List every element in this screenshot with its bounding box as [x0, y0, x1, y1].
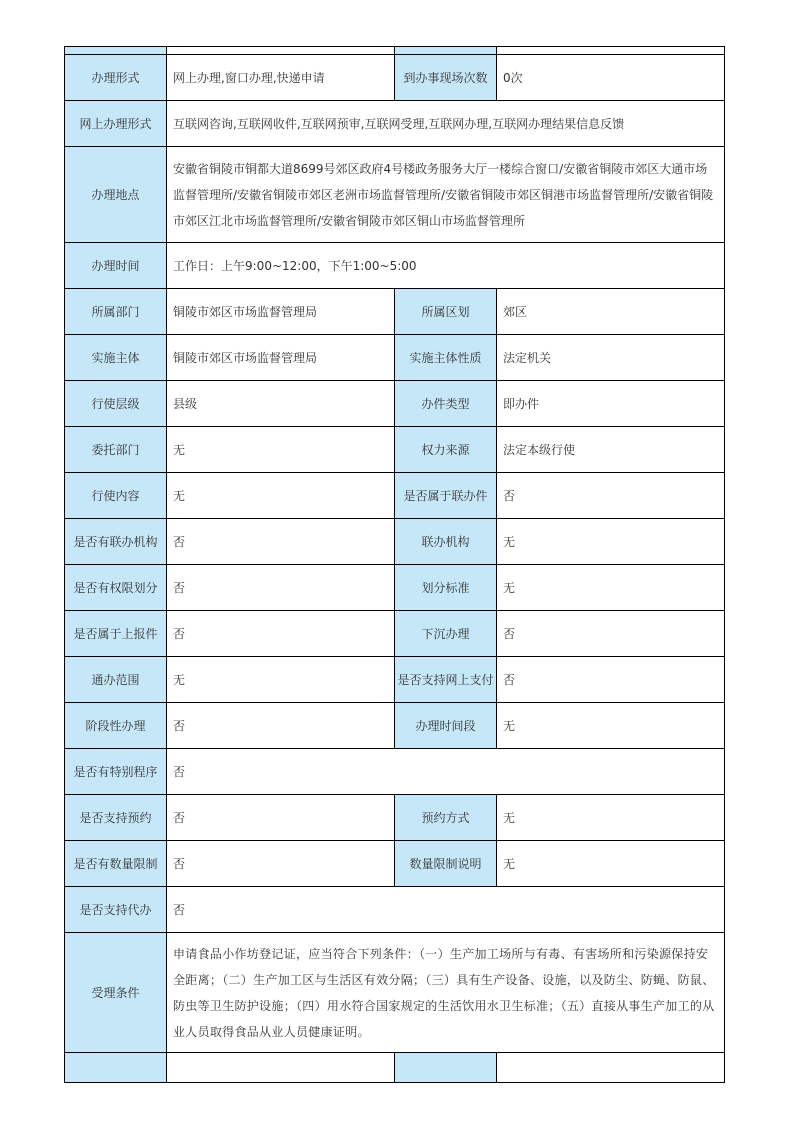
- table-row: [65, 473, 725, 519]
- label-acceptance-conditions: 受理条件: [65, 933, 167, 1053]
- label-limit-description: 数量限制说明: [395, 841, 497, 887]
- label-has-joint-agency: 是否有联办机构: [65, 519, 167, 565]
- label-has-authority-division: 是否有权限划分: [65, 565, 167, 611]
- label-department: 所属部门: [65, 289, 167, 335]
- value-supports-booking: 否: [167, 795, 395, 841]
- table-row: [65, 519, 725, 565]
- table-row: [65, 657, 725, 703]
- value-onsite-visits: 0次: [497, 55, 725, 101]
- table-row: [65, 887, 725, 933]
- label-agent-handling: 是否支持代办: [65, 887, 167, 933]
- value-department: 铜陵市郊区市场监督管理局: [167, 289, 395, 335]
- label-online-form: 网上办理形式: [65, 101, 167, 147]
- value-acceptance-conditions: 申请食品小作坊登记证，应当符合下列条件：（一）生产加工场所与有毒、有害场所和污染源保持安全距离；（二）生产加工区与生活区有效分隔；（三）具有生产设备、设施，以及防尘、防蝇、防鼠、防虫等卫生防护设施；（四）用水符合国家规定的生活饮用水卫生标准；（五）直接从事生产加工的从业人员取得食品从业人员健康证明。: [167, 933, 725, 1053]
- label-entrusted-dept: 委托部门: [65, 427, 167, 473]
- table-row: [65, 703, 725, 749]
- value-quantity-limit: 否: [167, 841, 395, 887]
- label-exercise-content: 行使内容: [65, 473, 167, 519]
- label-cell-empty: [395, 47, 497, 55]
- label-cell-empty: [65, 1053, 167, 1083]
- label-cell-empty: [395, 1053, 497, 1083]
- value-region: 郊区: [497, 289, 725, 335]
- value-joint-agency: 无: [497, 519, 725, 565]
- value-joint-case: 否: [497, 473, 725, 519]
- table-row: [65, 55, 725, 101]
- value-exercise-content: 无: [167, 473, 395, 519]
- label-body-nature: 实施主体性质: [395, 335, 497, 381]
- value-level: 县级: [167, 381, 395, 427]
- label-office-hours: 办理时间: [65, 243, 167, 289]
- label-universal-scope: 通办范围: [65, 657, 167, 703]
- value-online-payment: 否: [497, 657, 725, 703]
- label-special-procedure: 是否有特别程序: [65, 749, 167, 795]
- label-implementing-body: 实施主体: [65, 335, 167, 381]
- label-location: 办理地点: [65, 147, 167, 243]
- label-reported-case: 是否属于上报件: [65, 611, 167, 657]
- label-time-slot: 办理时间段: [395, 703, 497, 749]
- label-online-payment: 是否支持网上支付: [395, 657, 497, 703]
- value-body-nature: 法定机关: [497, 335, 725, 381]
- table-row: [65, 427, 725, 473]
- label-sink-handling: 下沉办理: [395, 611, 497, 657]
- label-joint-case: 是否属于联办件: [395, 473, 497, 519]
- value-universal-scope: 无: [167, 657, 395, 703]
- label-booking-method: 预约方式: [395, 795, 497, 841]
- value-location: 安徽省铜陵市铜都大道8699号郊区政府4号楼政务服务大厅一楼综合窗口/安徽省铜陵市郊区大通市场监督管理所/安徽省铜陵市郊区老洲市场监督管理所/安徽省铜陵市郊区铜港市场监督管理所/安徽省铜陵市郊区江北市场监督管理所/安徽省铜陵市郊区铜山市场监督管理所: [167, 147, 725, 243]
- label-onsite-visits: 到办事现场次数: [395, 55, 497, 101]
- label-region: 所属区划: [395, 289, 497, 335]
- value-implementing-body: 铜陵市郊区市场监督管理局: [167, 335, 395, 381]
- label-cell-empty: [65, 47, 167, 55]
- table-row: [65, 101, 725, 147]
- value-special-procedure: 否: [167, 749, 725, 795]
- value-online-form: 互联网咨询,互联网收件,互联网预审,互联网受理,互联网办理,互联网办理结果信息反馈: [167, 101, 725, 147]
- table-row: [65, 841, 725, 887]
- value-office-hours: 工作日：上午9:00~12:00，下午1:00~5:00: [167, 243, 725, 289]
- value-agent-handling: 否: [167, 887, 725, 933]
- value-division-standard: 无: [497, 565, 725, 611]
- table-row: [65, 795, 725, 841]
- value-booking-method: 无: [497, 795, 725, 841]
- value-entrusted-dept: 无: [167, 427, 395, 473]
- table-row: [65, 243, 725, 289]
- label-supports-booking: 是否支持预约: [65, 795, 167, 841]
- label-phased-handling: 阶段性办理: [65, 703, 167, 749]
- value-limit-description: 无: [497, 841, 725, 887]
- table-row: [65, 335, 725, 381]
- value-time-slot: 无: [497, 703, 725, 749]
- table-row: [65, 749, 725, 795]
- table-row: [65, 565, 725, 611]
- value-has-authority-division: 否: [167, 565, 395, 611]
- label-joint-agency: 联办机构: [395, 519, 497, 565]
- table-row: [65, 933, 725, 1053]
- value-cell-empty: [167, 1053, 395, 1083]
- value-handling-form: 网上办理,窗口办理,快递申请: [167, 55, 395, 101]
- label-quantity-limit: 是否有数量限制: [65, 841, 167, 887]
- table-row: [65, 147, 725, 243]
- table-row: [65, 611, 725, 657]
- service-info-table-wrapper: [64, 46, 724, 1083]
- label-handling-form: 办理形式: [65, 55, 167, 101]
- table-row-cutoff-bottom: [65, 1053, 725, 1083]
- value-has-joint-agency: 否: [167, 519, 395, 565]
- table-row: [65, 381, 725, 427]
- value-sink-handling: 否: [497, 611, 725, 657]
- value-cell-empty: [497, 1053, 725, 1083]
- value-cell-empty: [497, 47, 725, 55]
- label-power-source: 权力来源: [395, 427, 497, 473]
- table-row: [65, 289, 725, 335]
- value-phased-handling: 否: [167, 703, 395, 749]
- table-row-cutoff-top: [65, 47, 725, 55]
- value-case-type: 即办件: [497, 381, 725, 427]
- label-division-standard: 划分标准: [395, 565, 497, 611]
- service-info-table: [64, 46, 725, 1083]
- label-level: 行使层级: [65, 381, 167, 427]
- value-cell-empty: [167, 47, 395, 55]
- label-case-type: 办件类型: [395, 381, 497, 427]
- value-power-source: 法定本级行使: [497, 427, 725, 473]
- value-reported-case: 否: [167, 611, 395, 657]
